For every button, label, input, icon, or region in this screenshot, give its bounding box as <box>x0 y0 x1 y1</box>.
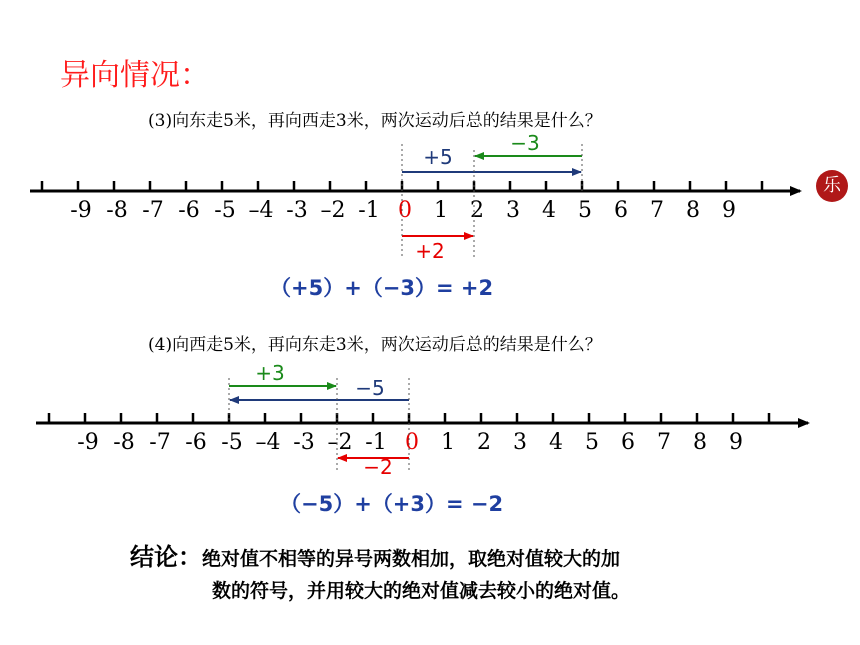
tick-label: 1 <box>434 198 448 223</box>
tick-label: -6 <box>178 198 200 223</box>
tick-label: 5 <box>578 198 592 223</box>
tick-label: 5 <box>585 430 599 455</box>
tick-label: 3 <box>506 198 520 223</box>
tick-label: -6 <box>185 430 207 455</box>
tick-label: 4 <box>549 430 563 455</box>
tick-label: 8 <box>686 198 700 223</box>
conclusion-line-2: 数的符号，并用较大的绝对值减去较小的绝对值。 <box>212 580 631 602</box>
equation-1: （+5）+（−3）= +2 <box>270 276 494 300</box>
tick-label: 2 <box>477 430 491 455</box>
move-label: +3 <box>255 361 285 385</box>
move-label: −3 <box>510 131 540 155</box>
move-label: −5 <box>355 376 385 400</box>
tick-label: –4 <box>255 430 281 455</box>
tick-label: 0 <box>398 198 412 223</box>
tick-label: 4 <box>542 198 556 223</box>
tick-label: 7 <box>650 198 664 223</box>
tick-label: -1 <box>358 198 380 223</box>
tick-label: 6 <box>621 430 635 455</box>
tick-label: –2 <box>320 198 346 223</box>
tick-label: 9 <box>722 198 736 223</box>
tick-label: -7 <box>149 430 171 455</box>
question-2: (4)向西走5米，再向东走3米，两次运动后总的结果是什么？ <box>148 335 602 355</box>
tick-label: -3 <box>293 430 315 455</box>
tick-label: -9 <box>70 198 92 223</box>
tick-label: -7 <box>142 198 164 223</box>
logo-icon: 乐 <box>816 170 848 202</box>
tick-label: 2 <box>470 198 484 223</box>
tick-label: -5 <box>214 198 236 223</box>
tick-label: –4 <box>248 198 274 223</box>
move-label: +5 <box>423 145 453 169</box>
section-title: 异向情况： <box>60 58 210 93</box>
tick-label: -5 <box>221 430 243 455</box>
tick-label: 0 <box>405 430 419 455</box>
tick-label: -8 <box>113 430 135 455</box>
question-1: (3)向东走5米，再向西走3米，两次运动后总的结果是什么？ <box>148 111 602 131</box>
number-line-1 <box>30 131 800 263</box>
tick-label: -3 <box>286 198 308 223</box>
tick-label: 7 <box>657 430 671 455</box>
tick-label: 3 <box>513 430 527 455</box>
tick-label: 1 <box>441 430 455 455</box>
tick-label: 6 <box>614 198 628 223</box>
conclusion-line-1: 绝对值不相等的异号两数相加，取绝对值较大的加 <box>202 548 621 570</box>
tick-label: -9 <box>77 430 99 455</box>
conclusion-label: 结论： <box>130 543 202 571</box>
move-label: −2 <box>363 455 393 479</box>
equation-2: （−5）+（+3）= −2 <box>280 492 504 516</box>
tick-label: –2 <box>327 430 353 455</box>
tick-label: -1 <box>365 430 387 455</box>
number-line-2 <box>36 361 808 479</box>
tick-label: -8 <box>106 198 128 223</box>
tick-label: 9 <box>729 430 743 455</box>
move-label: +2 <box>415 239 445 263</box>
tick-label: 8 <box>693 430 707 455</box>
